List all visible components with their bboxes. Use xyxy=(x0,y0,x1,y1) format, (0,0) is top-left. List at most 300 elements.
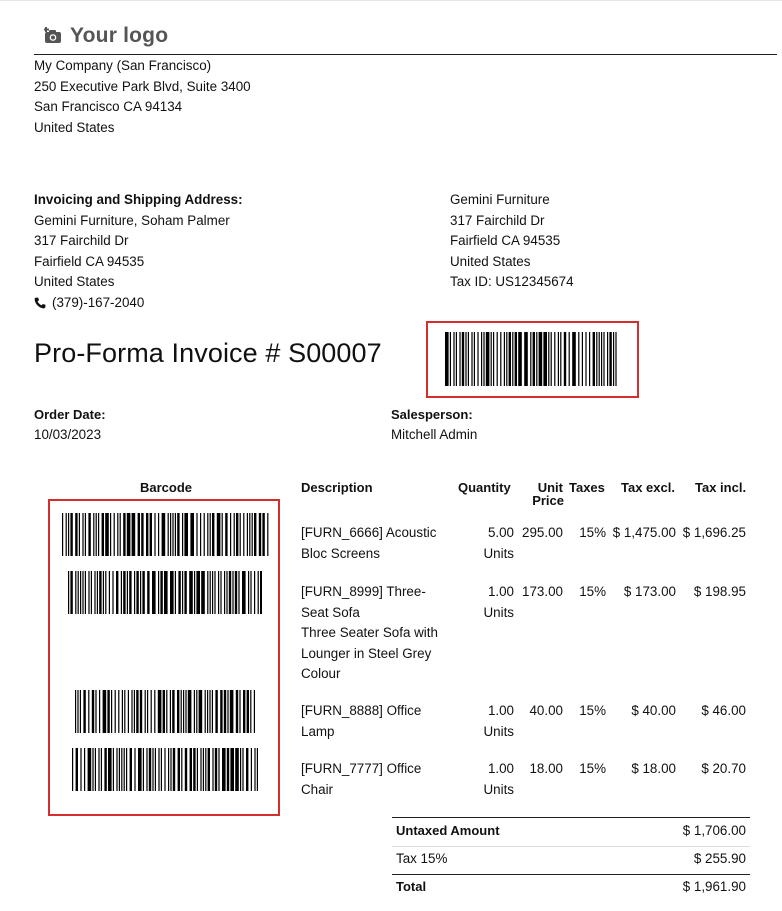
barcode-bar xyxy=(145,690,146,733)
barcode-bar xyxy=(210,571,211,614)
barcode-bar xyxy=(240,513,241,556)
barcode-bar xyxy=(175,571,176,614)
barcode-bar xyxy=(136,571,138,614)
barcode-bar xyxy=(185,748,187,791)
total-top-rule xyxy=(392,874,750,875)
barcode-bar xyxy=(164,748,165,791)
barcode-bar xyxy=(207,513,208,556)
line-tax: 15% xyxy=(579,703,606,718)
barcode-bar xyxy=(205,690,206,733)
header-tax-incl: Tax incl. xyxy=(695,480,747,495)
barcode-bar xyxy=(218,748,219,791)
barcode-bar xyxy=(254,690,255,733)
barcode-bar xyxy=(146,748,147,791)
header-barcode: Barcode xyxy=(140,480,193,495)
barcode-bar xyxy=(558,332,559,386)
tax-amount: $ 255.90 xyxy=(693,851,746,866)
barcode-bar xyxy=(172,513,173,556)
barcode-bar xyxy=(82,571,83,614)
barcode-bar xyxy=(92,690,94,733)
barcode-bar xyxy=(196,690,197,733)
line-quantity: 1.00 Units xyxy=(483,761,514,797)
barcode-bar xyxy=(249,513,250,556)
barcode-bar xyxy=(68,513,69,556)
barcode-bar xyxy=(80,748,81,791)
barcode-bar xyxy=(224,690,226,733)
barcode-bar xyxy=(462,332,464,386)
barcode-bar xyxy=(250,571,251,614)
barcode-bar xyxy=(453,332,454,386)
barcode-bar xyxy=(178,571,180,614)
barcode-bar xyxy=(247,690,249,733)
product-barcode xyxy=(72,748,258,791)
totals-row-divider xyxy=(392,846,750,847)
line-tax-excl: $ 18.00 xyxy=(631,761,676,776)
barcode-bar xyxy=(170,513,171,556)
customer-country: United States xyxy=(450,253,531,269)
barcode-bar xyxy=(105,513,109,556)
salesperson: Mitchell Admin xyxy=(391,427,478,442)
barcode-bar xyxy=(224,571,225,614)
barcode-bar xyxy=(474,332,475,386)
barcode-bar xyxy=(95,748,96,791)
barcode-bar xyxy=(120,513,121,556)
line-tax-incl: $ 1,696.25 xyxy=(682,525,746,540)
barcode-bar xyxy=(66,513,67,556)
barcode-bar xyxy=(515,332,517,386)
barcode-bar xyxy=(134,571,135,614)
barcode-bar xyxy=(207,690,208,733)
barcode-bar xyxy=(130,748,132,791)
barcode-bar xyxy=(481,332,482,386)
line-unit-price: 295.00 xyxy=(522,525,563,540)
line-description: [FURN_8888] Office Lamp xyxy=(301,703,422,739)
invoicing-phone-row xyxy=(34,293,243,314)
product-barcode xyxy=(75,690,257,733)
barcode-bar xyxy=(105,571,106,614)
barcode-bar xyxy=(596,332,597,386)
line-tax-incl: $ 198.95 xyxy=(693,584,746,599)
invoicing-phone: (379)-167-2040 xyxy=(52,294,145,310)
barcode-bar xyxy=(212,571,213,614)
line-unit-price: 18.00 xyxy=(529,761,563,776)
barcode-bar xyxy=(128,690,129,733)
barcode-bar xyxy=(80,690,81,733)
line-quantity: 1.00 Units xyxy=(483,584,514,620)
barcode-bar xyxy=(162,513,166,556)
barcode-bar xyxy=(183,690,184,733)
barcode-bar xyxy=(193,748,195,791)
logo-text: Your logo xyxy=(70,24,169,47)
header-tax-excl: Tax excl. xyxy=(621,480,675,495)
barcode-bar xyxy=(506,332,507,386)
barcode-bar xyxy=(242,571,246,614)
barcode-bar xyxy=(518,332,522,386)
barcode-bar xyxy=(172,690,174,733)
barcode-bar xyxy=(222,513,223,556)
barcode-bar xyxy=(158,690,162,733)
barcode-bar xyxy=(196,571,200,614)
barcode-bar xyxy=(102,513,104,556)
line-tax-incl: $ 46.00 xyxy=(701,703,746,718)
barcode-bar xyxy=(99,690,100,733)
barcode-bar xyxy=(138,513,140,556)
barcode-bar xyxy=(512,332,513,386)
order-date-label: Order Date: xyxy=(34,407,106,422)
barcode-bar xyxy=(564,332,566,386)
barcode-bar xyxy=(188,690,192,733)
line-unit-price: 40.00 xyxy=(529,703,563,718)
barcode-bar xyxy=(160,571,162,614)
barcode-bar xyxy=(88,748,92,791)
barcode-bar xyxy=(232,571,233,614)
barcode-bar xyxy=(113,748,114,791)
barcode-bar xyxy=(108,748,112,791)
barcode-bar xyxy=(257,748,258,791)
barcode-bar xyxy=(147,571,149,614)
barcode-bar xyxy=(181,748,182,791)
barcode-bar xyxy=(158,513,159,556)
barcode-bar xyxy=(88,513,90,556)
barcode-bar xyxy=(92,748,93,791)
line-tax: 15% xyxy=(579,584,606,599)
barcode-bar xyxy=(445,332,449,386)
barcode-bar xyxy=(212,748,213,791)
barcode-bar xyxy=(554,332,555,386)
barcode-bar xyxy=(112,571,113,614)
barcode-bar xyxy=(599,332,600,386)
barcode-bar xyxy=(182,571,183,614)
barcode-bar xyxy=(98,513,99,556)
barcode-bar xyxy=(252,513,253,556)
header-quantity: Quantity xyxy=(458,480,511,495)
barcode-bar xyxy=(551,332,552,386)
header-divider xyxy=(34,54,777,55)
barcode-bar xyxy=(450,332,451,386)
barcode-bar xyxy=(199,690,203,733)
barcode-bar xyxy=(115,690,116,733)
barcode-bar xyxy=(222,748,226,791)
invoicing-city: Fairfield CA 94535 xyxy=(34,253,145,269)
barcode-bar xyxy=(267,513,268,556)
barcode-bar xyxy=(163,690,165,733)
barcode-bar xyxy=(184,571,186,614)
barcode-bar xyxy=(142,571,144,614)
barcode-bar xyxy=(151,690,152,733)
barcode-bar xyxy=(578,332,579,386)
barcode-bar xyxy=(123,513,125,556)
barcode-bar xyxy=(204,513,205,556)
barcode-bar xyxy=(173,748,175,791)
barcode-bar xyxy=(134,748,135,791)
totals-top-rule xyxy=(392,817,750,818)
barcode-bar xyxy=(259,513,261,556)
barcode-bar xyxy=(111,690,112,733)
barcode-bar xyxy=(215,748,217,791)
barcode-bar xyxy=(184,513,188,556)
barcode-bar xyxy=(254,513,256,556)
barcode-bar xyxy=(141,513,143,556)
barcode-bar xyxy=(607,332,608,386)
barcode-bar xyxy=(88,571,89,614)
barcode-bar xyxy=(212,690,213,733)
barcode-bar xyxy=(178,748,180,791)
barcode-bar xyxy=(250,690,251,733)
line-description: [FURN_6666] Acoustic Bloc Screens xyxy=(301,525,437,561)
total-amount: $ 1,961.90 xyxy=(682,879,746,894)
barcode-bar xyxy=(235,571,237,614)
barcode-bar xyxy=(585,332,586,386)
barcode-bar xyxy=(94,571,95,614)
invoicing-address xyxy=(34,190,243,313)
barcode-bar xyxy=(536,332,537,386)
barcode-bar xyxy=(226,571,227,614)
barcode-bar xyxy=(214,571,215,614)
barcode-bar xyxy=(124,690,125,733)
line-tax-excl: $ 173.00 xyxy=(623,584,676,599)
barcode-bar xyxy=(601,332,602,386)
barcode-bar xyxy=(77,690,78,733)
barcode-bar xyxy=(170,748,171,791)
barcode-bar xyxy=(96,513,97,556)
barcode-bar xyxy=(170,571,174,614)
barcode-bar xyxy=(150,513,152,556)
header-unit-price xyxy=(520,481,563,507)
barcode-bar xyxy=(200,748,201,791)
barcode-bar xyxy=(118,690,119,733)
barcode-bar xyxy=(230,513,231,556)
barcode-bar xyxy=(459,332,460,386)
barcode-bar xyxy=(242,748,243,791)
barcode-bar xyxy=(75,513,77,556)
barcode-bar xyxy=(147,690,148,733)
barcode-bar xyxy=(200,513,201,556)
barcode-bar xyxy=(116,571,118,614)
line-unit-price: 173.00 xyxy=(522,584,563,599)
customer-address xyxy=(450,190,574,293)
invoicing-name: Gemini Furniture, Soham Palmer xyxy=(34,212,230,228)
barcode-bar xyxy=(260,571,262,614)
barcode-bar xyxy=(227,748,229,791)
barcode-bar xyxy=(491,332,492,386)
barcode-bar xyxy=(205,748,206,791)
barcode-bar xyxy=(189,571,193,614)
barcode-bar xyxy=(122,690,123,733)
barcode-bar xyxy=(477,332,478,386)
barcode-bar xyxy=(251,748,252,791)
total-label: Total xyxy=(396,879,427,894)
barcode-bar xyxy=(465,332,466,386)
barcode-bar xyxy=(79,513,80,556)
barcode-bar xyxy=(70,571,72,614)
untaxed-label: Untaxed Amount xyxy=(396,823,500,838)
barcode-bar xyxy=(143,748,144,791)
barcode-bar xyxy=(543,332,547,386)
barcode-bar xyxy=(235,748,239,791)
barcode-bar xyxy=(254,571,255,614)
barcode-bar xyxy=(569,332,570,386)
barcode-bar xyxy=(93,513,94,556)
company-logo xyxy=(44,24,168,48)
barcode-bar xyxy=(593,332,595,386)
barcode-bar xyxy=(243,690,245,733)
header-description: Description xyxy=(301,480,373,495)
barcode-bar xyxy=(471,332,472,386)
barcode-bar xyxy=(209,690,210,733)
barcode-bar xyxy=(196,513,197,556)
barcode-bar xyxy=(609,332,611,386)
barcode-bar xyxy=(168,513,169,556)
barcode-bar xyxy=(68,571,69,614)
order-date: 10/03/2023 xyxy=(34,427,102,442)
barcode-bar xyxy=(75,690,76,733)
barcode-bar xyxy=(88,690,89,733)
header-unit-price-line2: Price xyxy=(532,493,564,508)
product-barcode xyxy=(68,571,262,614)
barcode-bar xyxy=(116,748,117,791)
line-tax-excl: $ 40.00 xyxy=(631,703,676,718)
barcode-bar xyxy=(175,513,176,556)
customer-name: Gemini Furniture xyxy=(450,192,550,207)
barcode-bar xyxy=(127,571,128,614)
barcode-bar xyxy=(121,571,122,614)
barcode-bar xyxy=(126,748,127,791)
barcode-bar xyxy=(152,571,156,614)
barcode-bar xyxy=(230,748,234,791)
barcode-bar xyxy=(243,513,244,556)
barcode-bar xyxy=(500,332,501,386)
product-barcode xyxy=(62,513,269,556)
company-street: 250 Executive Park Blvd, Suite 3400 xyxy=(34,78,251,94)
customer-street: 317 Fairchild Dr xyxy=(450,212,545,228)
barcode-bar xyxy=(70,513,72,556)
barcode-bar xyxy=(103,571,104,614)
invoicing-heading: Invoicing and Shipping Address: xyxy=(34,192,243,207)
barcode-bar xyxy=(603,332,604,386)
barcode-bar xyxy=(146,513,148,556)
barcode-bar xyxy=(493,332,494,386)
barcode-bar xyxy=(85,571,86,614)
barcode-bar xyxy=(109,571,110,614)
company-city: San Francisco CA 94134 xyxy=(34,99,183,114)
barcode-bar xyxy=(103,690,107,733)
line-description: [FURN_8999] Three- Seat Sofa Three Seater Sofa with Lounger in Steel Grey Colour xyxy=(301,584,438,681)
barcode-bar xyxy=(154,513,155,556)
barcode-bar xyxy=(129,571,131,614)
barcode-bar xyxy=(83,690,85,733)
barcode-bar xyxy=(582,332,583,386)
barcode-bar xyxy=(95,690,96,733)
barcode-bar xyxy=(97,571,98,614)
barcode-bar xyxy=(236,513,238,556)
barcode-bar xyxy=(104,748,106,791)
salesperson-label: Salesperson: xyxy=(391,407,473,422)
tax-label: Tax 15% xyxy=(396,851,448,866)
line-tax-excl: $ 1,475.00 xyxy=(612,525,676,540)
barcode-bar xyxy=(254,748,255,791)
invoicing-country: United States xyxy=(34,274,115,289)
phone-icon xyxy=(34,297,46,309)
barcode-bar xyxy=(560,332,561,386)
barcode-bar xyxy=(134,690,135,733)
barcode-bar xyxy=(138,748,142,791)
line-quantity: 5.00 Units xyxy=(483,525,514,561)
barcode-bar xyxy=(155,748,156,791)
barcode-bar xyxy=(76,748,78,791)
barcode-bar xyxy=(91,571,92,614)
barcode-bar xyxy=(208,748,210,791)
barcode-bar xyxy=(217,513,221,556)
barcode-bar xyxy=(220,690,222,733)
barcode-bar xyxy=(497,332,498,386)
barcode-bar xyxy=(80,571,81,614)
barcode-bar xyxy=(262,513,264,556)
line-tax: 15% xyxy=(579,761,606,776)
line-quantity: 1.00 Units xyxy=(483,703,514,739)
barcode-bar xyxy=(225,513,227,556)
barcode-bar xyxy=(227,690,228,733)
barcode-bar xyxy=(247,513,248,556)
barcode-bar xyxy=(229,571,231,614)
company-name: My Company (San Francisco) xyxy=(34,58,212,73)
barcode-bar xyxy=(149,748,151,791)
barcode-bar xyxy=(140,571,141,614)
barcode-bar xyxy=(127,513,131,556)
barcode-bar xyxy=(615,332,616,386)
barcode-bar xyxy=(468,332,469,386)
barcode-bar xyxy=(154,690,155,733)
barcode-bar xyxy=(215,690,217,733)
barcode-bar xyxy=(164,571,168,614)
customer-city: Fairfield CA 94535 xyxy=(450,233,561,248)
barcode-bar xyxy=(504,332,505,386)
barcode-bar xyxy=(194,571,195,614)
barcode-bar xyxy=(119,748,120,791)
barcode-bar xyxy=(84,748,85,791)
barcode-bar xyxy=(207,571,208,614)
barcode-bar xyxy=(533,332,535,386)
barcode-bar xyxy=(185,690,186,733)
customer-tax-id: Tax ID: US12345674 xyxy=(450,274,574,289)
invoicing-street: 317 Fairchild Dr xyxy=(34,233,129,248)
barcode-bar xyxy=(161,748,162,791)
barcode-bar xyxy=(194,690,195,733)
barcode-bar xyxy=(124,748,125,791)
page-top-border xyxy=(0,0,782,1)
barcode-bar xyxy=(132,513,136,556)
barcode-bar xyxy=(212,513,214,556)
barcode-bar xyxy=(131,690,132,733)
barcode-bar xyxy=(85,513,86,556)
barcode-bar xyxy=(121,748,122,791)
line-description: [FURN_7777] Office Chair xyxy=(301,761,422,797)
barcode-bar xyxy=(201,571,205,614)
barcode-bar xyxy=(203,748,204,791)
barcode-bar xyxy=(190,748,192,791)
barcode-bar xyxy=(238,571,239,614)
barcode-bar xyxy=(78,571,79,614)
barcode-bar xyxy=(613,332,614,386)
barcode-bar xyxy=(218,571,219,614)
company-country: United States xyxy=(34,119,115,135)
barcode-bar xyxy=(572,332,576,386)
barcode-bar xyxy=(110,513,111,556)
barcode-bar xyxy=(136,690,138,733)
line-tax-incl: $ 20.70 xyxy=(701,761,746,776)
barcode-bar xyxy=(539,332,543,386)
header-taxes: Taxes xyxy=(569,480,605,495)
barcode-bar xyxy=(166,690,167,733)
